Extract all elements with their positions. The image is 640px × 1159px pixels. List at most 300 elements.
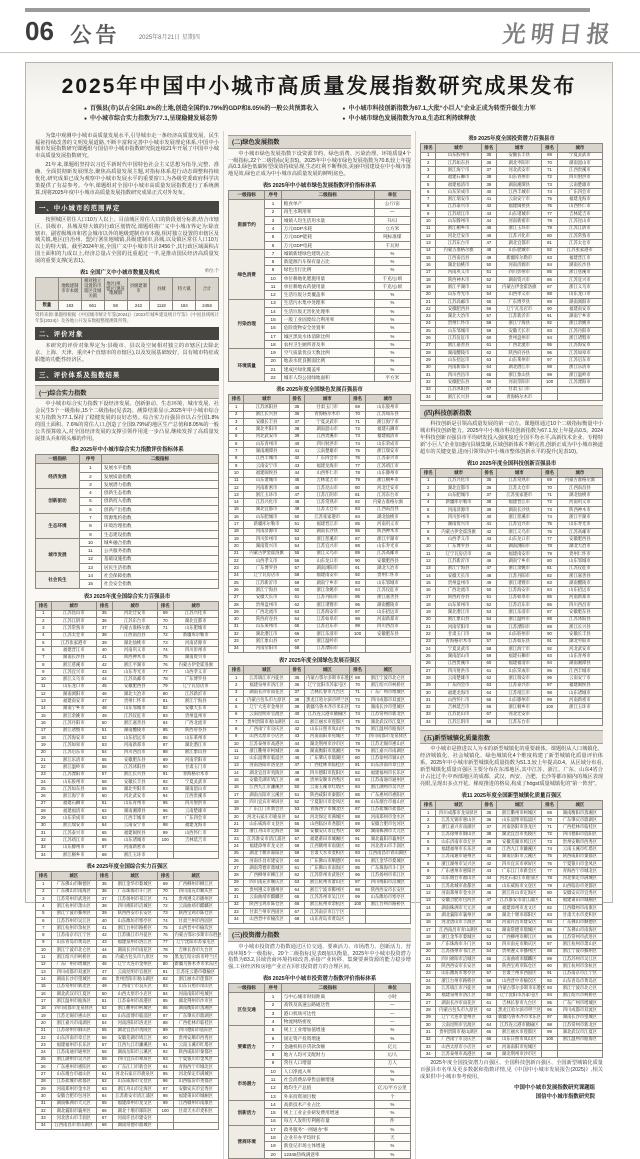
rank-cell: 85 xyxy=(542,594,557,601)
city-cell: 吉林延吉市 xyxy=(557,211,602,218)
signature-institute: 国信中小城市指数研究院 xyxy=(535,1094,595,1101)
rank-cell: 40 xyxy=(96,647,112,654)
indicator-no-cell: 7 xyxy=(265,249,281,257)
table-row xyxy=(229,506,411,513)
city-cell: 浙江宁海县 xyxy=(436,565,481,572)
table-row xyxy=(421,904,603,911)
rank-cell: 20 xyxy=(421,616,436,623)
rank-cell: 65 xyxy=(289,894,304,901)
city-cell: 江苏泰兴市 xyxy=(365,455,410,462)
city-cell: 浙江义乌市 xyxy=(557,284,602,291)
city-cell: 四川成都市双流区 xyxy=(51,969,96,976)
city-cell: 陕西宝鸡市陈仓区 xyxy=(173,910,218,917)
city-cell: 湖北枣阳市 xyxy=(557,638,602,645)
city-cell xyxy=(365,638,410,645)
rank-cell: 22 xyxy=(421,963,436,970)
bullet-icon: ● xyxy=(342,106,346,112)
city-cell: 江西贵溪市 xyxy=(436,660,481,667)
table-row xyxy=(229,623,411,630)
city-cell: 山东青岛市黄岛区 xyxy=(51,939,96,946)
rank-cell: 35 xyxy=(481,477,496,484)
city-cell: 江西丰城市 xyxy=(497,189,542,196)
table-row xyxy=(229,748,411,755)
indicator-no-cell: 19 xyxy=(265,1142,281,1150)
city-cell: 河南许昌市建安区 xyxy=(244,857,289,864)
city-cell: 浙江湖州市吴兴区 xyxy=(365,784,410,791)
city-cell: 江苏徐州市铜山区 xyxy=(436,831,481,838)
city-cell: 江苏江阴市 xyxy=(51,617,96,624)
city-cell: 山东淄博市临淄区 xyxy=(244,755,289,762)
city-cell: 江苏溧阳市 xyxy=(557,379,602,386)
rank-cell: 15 xyxy=(36,713,52,720)
city-cell: 山东诸城市 xyxy=(244,477,289,484)
city-cell: 陕西西安市长安区 xyxy=(436,963,481,970)
rank-cell: 71 xyxy=(542,824,557,831)
city-cell: 福建福州市长乐区 xyxy=(51,1042,96,1049)
indicator-name-cell: 建成区绿化覆盖率 xyxy=(281,365,374,373)
city-cell: 浙江义乌市 xyxy=(305,550,350,557)
indicator-name-cell: 万元GDP电耗 xyxy=(281,241,374,249)
table11-urbanization-top100-districts xyxy=(420,800,603,1059)
indicator-no-cell: 7 xyxy=(79,514,101,522)
city-cell: 湖南衡阳市蒸湘区 xyxy=(557,809,602,816)
city-cell: 湖南长沙市望城区 xyxy=(365,704,410,711)
rank-cell: 1 xyxy=(229,404,244,411)
city-cell: 湖南湘潭县 xyxy=(244,448,289,455)
rank-cell: 13 xyxy=(229,762,244,769)
rank-cell: 94 xyxy=(542,992,557,999)
indicator-name-cell: 社会消费品零售总额增速 xyxy=(281,1076,374,1084)
bullet-icon: ● xyxy=(84,106,88,112)
city-cell: 湖北荆州市沙市区 xyxy=(173,998,218,1005)
table-row xyxy=(229,448,411,455)
city-cell: 宁夏银川市金凤区 xyxy=(305,799,350,806)
indicator-no-cell: 3 xyxy=(265,1009,281,1017)
table-row xyxy=(229,601,411,608)
rank-cell: 12 xyxy=(421,233,436,240)
city-cell: 浙江乐清市 xyxy=(497,609,542,616)
rank-cell: 43 xyxy=(96,669,112,676)
city-cell: 江苏兴化市 xyxy=(173,610,218,617)
rank-cell: 78 xyxy=(542,543,557,550)
rank-cell: 48 xyxy=(289,770,304,777)
rank-cell: 20 xyxy=(421,948,436,955)
table-row xyxy=(229,433,411,440)
city-cell: 浙江衢州市柯城区 xyxy=(497,809,542,816)
rank-cell: 8 xyxy=(421,528,436,535)
indicator-name-cell: 常住人口增量 xyxy=(281,1059,374,1067)
city-cell: 江西南昌市青山湖区 xyxy=(51,1122,96,1129)
rank-cell: 37 xyxy=(481,167,496,174)
city-cell: 内蒙古准格尔旗 xyxy=(112,625,157,632)
city-cell: 吉林长春市九台区 xyxy=(497,999,542,1006)
city-cell: 湖南长沙县 xyxy=(305,528,350,535)
rank-cell: 52 xyxy=(96,734,112,741)
table-row xyxy=(36,617,219,624)
city-cell: 内蒙古鄂尔多斯市东胜区 xyxy=(305,675,350,682)
rank-cell: 90 xyxy=(157,764,173,771)
rank-cell: 35 xyxy=(96,610,112,617)
city-cell: 吉林延吉市 xyxy=(173,837,218,844)
rank-cell: 18 xyxy=(36,1005,52,1012)
rank-cell: 4 xyxy=(229,426,244,433)
city-cell: 江苏如皋市 xyxy=(305,616,350,623)
indicator-unit-cell: % xyxy=(374,1109,410,1117)
table-row xyxy=(229,579,411,586)
city-cell: 江苏南京市江宁区 xyxy=(51,932,96,939)
column-left xyxy=(31,131,223,1159)
city-cell: 河南新郑市 xyxy=(112,742,157,749)
indicator-no-cell: 15 xyxy=(79,580,101,588)
rank-cell: 26 xyxy=(229,587,244,594)
indicator-unit-cell: 件 xyxy=(374,1117,410,1125)
indicator-no-cell: 21 xyxy=(265,365,281,373)
rank-cell: 10 xyxy=(421,543,436,550)
city-cell: 广西桂林市临桂区 xyxy=(305,762,350,769)
rank-cell: 36 xyxy=(96,888,112,895)
city-cell: 江苏丹阳市 xyxy=(51,720,96,727)
rank-cell: 13 xyxy=(36,698,52,705)
city-cell: 山东滕州市 xyxy=(436,218,481,225)
table-row xyxy=(421,1036,603,1043)
city-cell: 安徽肥西县 xyxy=(112,683,157,690)
comprehensive-paragraph: 中小城市综合实力指数下设经济发展、创新驱动、生态环境、城市发展、社会民生5个一级指标,15个二级指标(见表2)。测算结果显示,2025年中小城市综合实力指数为77.1,保持了稳健发展的良好态势。综合实力百强县市以占全国1.8%的国土面积、7.6%的常住人口,创造了全国9.79%的地区生产总值和8.05%的一般公共预算收入,对全国经济发展的支撑引领作用进一步凸显,继续发挥了高质量发展排头兵和领头雁的作用。 xyxy=(35,401,219,442)
city-cell: 安徽长丰县 xyxy=(557,631,602,638)
city-cell: 江西贵溪市 xyxy=(305,433,350,440)
rank-col-header: 排名 xyxy=(36,601,52,610)
rank-cell: 71 xyxy=(157,895,173,902)
rank-cell: 85 xyxy=(350,792,365,799)
city-cell: 湖北枣阳市 xyxy=(497,159,542,166)
table-row xyxy=(229,857,411,864)
city-cell: 湖南醴陵市 xyxy=(365,601,410,608)
city-cell: 江苏扬州市邗江区 xyxy=(112,895,157,902)
count-col-header xyxy=(36,278,59,301)
city-cell: 江苏昆山市 xyxy=(436,711,481,718)
indicator-name-cell: 政务服务“一网通办”率 xyxy=(281,1125,374,1133)
rank-cell: 30 xyxy=(421,689,436,696)
city-cell: 山东诸城市 xyxy=(557,689,602,696)
rank-cell: 77 xyxy=(542,868,557,875)
city-cell: 江苏靖江市 xyxy=(497,689,542,696)
city-cell: 广东惠州市惠阳区 xyxy=(51,1064,96,1071)
table-row xyxy=(229,484,411,491)
rank-cell: 30 xyxy=(421,1021,436,1028)
rank-col-header: 排名 xyxy=(481,800,496,809)
indicator-unit-cell: % xyxy=(374,266,410,274)
city-cell: 贵州安顺市西秀区 xyxy=(305,777,350,784)
rank-cell: 57 xyxy=(481,638,496,645)
indicator-unit-cell: 吨标准煤 xyxy=(374,233,410,241)
table-row xyxy=(36,654,219,661)
rank-cell: 65 xyxy=(96,830,112,837)
city-cell: 河南荥阳市 xyxy=(244,645,289,652)
urbanization-paragraph: 中小城市是推进以人为本的新型城镇化的重要载体。课题组从人口城镇化、经济城镇化、社会城镇化、绿色城镇化4个维度构建了新型城镇化质量评价体系。2025年中小城市新型城镇化质量指数为51.3,较上年提高0.4。从区域分布看,新型城镇化质量百强区主要分布在东部地区,其中江苏、浙江、广东、山东4省合计占比过半;中西部地区的成都、武汉、西安、合肥、长沙等都市圈内的城区表现亮眼,呈现出多点开花、梯度推进的格局,构成了högst质量城镇化的“第一阵营”。 xyxy=(420,746,604,787)
column-right xyxy=(415,131,607,1159)
city-cell: 江苏徐州市铜山区 xyxy=(51,1027,96,1034)
indicator-name-cell: 社会安全指数 xyxy=(101,580,218,588)
city-cell: 青海西宁市城北区 xyxy=(305,806,350,813)
city-cell: 浙江海宁市 xyxy=(51,793,96,800)
city-cell: 江苏东台市 xyxy=(436,240,481,247)
city-cell: 山东莱州市 xyxy=(436,602,481,609)
indicator-no-cell: 15 xyxy=(265,316,281,324)
indicator-name-cell: 单位耕地化肥施用量 xyxy=(281,274,374,282)
table-row xyxy=(421,667,603,674)
city-cell: 四川宜宾市翠屏区 xyxy=(244,799,289,806)
rank-cell: 73 xyxy=(157,910,173,917)
rank-cell: 37 xyxy=(481,824,496,831)
rank-cell: 3 xyxy=(421,492,436,499)
city-cell: 安徽肥西县 xyxy=(436,306,481,313)
city-cell: 江苏启东市 xyxy=(497,602,542,609)
rank-col-header: 排名 xyxy=(289,395,304,404)
city-cell: 吉林长春市九台区 xyxy=(305,689,350,696)
city-cell: 江西南昌县 xyxy=(436,254,481,261)
indicator-no-cell: 13 xyxy=(79,563,101,571)
table-row xyxy=(36,910,219,917)
rank-cell: 7 xyxy=(36,925,52,932)
rank-cell: 69 xyxy=(157,881,173,888)
table-row xyxy=(421,912,603,919)
table-row xyxy=(421,393,603,400)
city-cell: 四川宜宾市翠屏区 xyxy=(497,861,542,868)
rank-cell: 51 xyxy=(96,998,112,1005)
city-cell: 湖南湘潭县 xyxy=(497,181,542,188)
city-cell: 湖南资兴市 xyxy=(244,543,289,550)
rank-col-header: 排名 xyxy=(350,395,365,404)
rank-cell: 16 xyxy=(229,784,244,791)
table-row xyxy=(36,639,219,646)
rank-cell: 96 xyxy=(542,1007,557,1014)
rank-cell: 19 xyxy=(421,284,436,291)
rank-cell: 65 xyxy=(96,1100,112,1107)
city-cell: 广东四会市 xyxy=(557,189,602,196)
rank-cell: 82 xyxy=(157,705,173,712)
indicator-unit-cell: 立方米 xyxy=(374,225,410,233)
city-cell: 四川西昌市 xyxy=(557,602,602,609)
table-row xyxy=(229,550,411,557)
city-cell: 安徽肥东县 xyxy=(112,756,157,763)
table7-green-top100-districts xyxy=(228,665,411,924)
city-cell: 江西贵溪市 xyxy=(557,167,602,174)
rank-cell: 24 xyxy=(421,320,436,327)
rank-cell: 81 xyxy=(542,897,557,904)
city-cell: 四川绵阳市涪城区 xyxy=(365,879,410,886)
rank-cell: 36 xyxy=(481,485,496,492)
rank-cell: 63 xyxy=(96,1086,112,1093)
rank-cell: 88 xyxy=(157,749,173,756)
indicator-name-cell: 发展潜力指数 xyxy=(101,481,218,489)
rank-cell: 72 xyxy=(157,632,173,639)
rank-cell: 83 xyxy=(350,777,365,784)
rank-cell: 92 xyxy=(542,320,557,327)
indicator-name-cell: 危险废物安全处置率 xyxy=(281,324,374,332)
table-row xyxy=(421,992,603,999)
city-cell: 河南济源市 xyxy=(173,639,218,646)
city-cell: 湖南衡阳市蒸湘区 xyxy=(173,1005,218,1012)
table-row xyxy=(229,1026,411,1034)
city-cell: 贵州遵义市播州区 xyxy=(244,887,289,894)
rank-col-header: 城市 xyxy=(51,601,96,610)
city-cell: 四川彭州市 xyxy=(173,647,218,654)
city-cell: 河北武安市 xyxy=(244,433,289,440)
city-cell: 广西南宁市良庆区 xyxy=(436,1036,481,1043)
city-cell: 山东烟台市福山区 xyxy=(365,799,410,806)
city-cell: 福建石狮市 xyxy=(497,653,542,660)
rank-cell: 22 xyxy=(36,1034,52,1041)
rank-cell: 38 xyxy=(96,632,112,639)
city-cell: 山东济南市章丘区 xyxy=(436,839,481,846)
rank-cell: 49 xyxy=(289,506,304,513)
rank-cell: 21 xyxy=(36,756,52,763)
city-cell: 四川彭州市 xyxy=(436,514,481,521)
city-cell: 江苏江阴市 xyxy=(436,719,481,726)
rank-cell: 20 xyxy=(229,543,244,550)
indicator-group-cell: 经济发展 xyxy=(36,464,80,489)
city-cell: 湖南长沙市望城区 xyxy=(51,976,96,983)
city-cell: 河北石家庄市鹿泉区 xyxy=(244,813,289,820)
rank-cell: 66 xyxy=(96,1107,112,1114)
city-cell: 四川西昌市 xyxy=(436,371,481,378)
city-cell: 福建闽侯县 xyxy=(244,470,289,477)
rank-cell: 1 xyxy=(421,809,436,816)
rank-cell: 75 xyxy=(542,196,557,203)
city-cell: 青海格尔木市 xyxy=(173,771,218,778)
city-cell: 贵州仁怀市 xyxy=(436,320,481,327)
city-cell: 浙江宁海县 xyxy=(173,698,218,705)
city-cell: 浙江绍兴市柯桥区 xyxy=(51,954,96,961)
indicator-no-cell: 5 xyxy=(79,497,101,505)
city-cell: 山东济南市章丘区 xyxy=(365,762,410,769)
city-cell: 河北保定市满城区 xyxy=(173,1071,218,1078)
rank-cell: 28 xyxy=(421,1007,436,1014)
table-row xyxy=(421,379,603,386)
rank-cell: 33 xyxy=(36,844,52,851)
city-cell: 广东珠海市斗门区 xyxy=(436,941,481,948)
table-row xyxy=(229,916,411,923)
rank-cell: 9 xyxy=(421,536,436,543)
rank-cell: 96 xyxy=(157,808,173,815)
city-cell: 四川射洪市 xyxy=(557,174,602,181)
rank-cell: 32 xyxy=(229,901,244,908)
city-cell: 山东邹城市 xyxy=(365,579,410,586)
city-cell: 江苏如皋市 xyxy=(51,742,96,749)
city-cell: 湖北荆州市沙市区 xyxy=(305,740,350,747)
rank-col-header: 排名 xyxy=(36,872,52,881)
rank-cell: 93 xyxy=(157,1056,173,1063)
rank-cell: 67 xyxy=(481,1043,496,1050)
rank-col-header: 排名 xyxy=(421,800,436,809)
city-cell: 浙江慈溪市 xyxy=(557,269,602,276)
table9-investment-top100-counties xyxy=(420,143,603,402)
city-cell: 江苏海安市 xyxy=(497,587,542,594)
indicator-name-cell: 高新技术产业占比 xyxy=(281,1100,374,1108)
rank-cell: 84 xyxy=(542,587,557,594)
count-value-cell: 242 xyxy=(127,300,150,310)
rank-cell: 4 xyxy=(421,831,436,838)
rank-cell: 6 xyxy=(421,189,436,196)
city-cell: 湖南常德市鼎城区 xyxy=(497,926,542,933)
city-cell: 贵州盘州市 xyxy=(497,335,542,342)
rank-cell: 73 xyxy=(542,839,557,846)
city-cell: 湖南宁乡市 xyxy=(557,313,602,320)
indicator-name-cell: 创新生态指数 xyxy=(101,489,218,497)
city-cell: 云南安宁市 xyxy=(244,462,289,469)
indicator-name-cell: 绿色出行比例 xyxy=(281,266,374,274)
rank-cell: 95 xyxy=(350,865,365,872)
city-cell: 湖南宁乡市 xyxy=(51,705,96,712)
table-row xyxy=(36,727,219,734)
indicator-name-cell: 规上工业企业研发费用增速 xyxy=(281,1109,374,1117)
rank-cell: 85 xyxy=(542,926,557,933)
indicator-name-cell: 生活垃圾分类覆盖率 xyxy=(281,291,374,299)
city-cell: 河北武安市 xyxy=(497,167,542,174)
city-cell: 河南郑州市金水区 xyxy=(51,1086,96,1093)
table-row xyxy=(229,1100,411,1108)
count-value-cell: 661 xyxy=(81,300,104,310)
rank-cell: 89 xyxy=(542,624,557,631)
rank-cell: 95 xyxy=(157,1071,173,1078)
indicator-unit-cell: — xyxy=(374,208,410,216)
rank-col-header: 城市 xyxy=(497,143,542,152)
indicator-no-cell: 10 xyxy=(79,538,101,546)
rank-cell: 95 xyxy=(542,342,557,349)
rank-cell: 57 xyxy=(96,1042,112,1049)
rank-cell: 26 xyxy=(36,793,52,800)
table-row xyxy=(36,669,219,676)
city-cell: 辽宁沈阳市苏家屯区 xyxy=(305,682,350,689)
count-col-header: 相对独立设置的市辖区及城关镇 xyxy=(81,278,104,301)
rank-cell: 71 xyxy=(542,167,557,174)
city-cell: 陕西府谷县 xyxy=(436,594,481,601)
rank-cell: 69 xyxy=(350,404,365,411)
rank-cell: 97 xyxy=(157,1086,173,1093)
indicator-unit-cell: % xyxy=(374,324,410,332)
rank-cell: 16 xyxy=(421,587,436,594)
city-cell: 四川德阳市旌阳区 xyxy=(557,831,602,838)
table-row xyxy=(229,993,411,1001)
rank-cell: 81 xyxy=(350,762,365,769)
rank-cell: 86 xyxy=(542,602,557,609)
city-cell: 浙江诸暨市 xyxy=(497,580,542,587)
city-cell: 福建南安市 xyxy=(557,306,602,313)
city-cell: 浙江诸暨市 xyxy=(557,335,602,342)
rank-cell: 21 xyxy=(421,956,436,963)
scope-paragraph: 按照城区常住人口10万人以上、目前城区常住人口的阶段划分标准,结合市辖区、县级市、县城及特大镇的行政区划情况,课题组将广义中小城市界定为:除直辖市、副省级城市和省会城市以外的地级建制市市本级,相对独立设置的市辖区及城关镇,地区(自治州、盟)行署驻地城镇,县级建制市,县城,以及镇区常住人口10万以上的特大镇。截至2024年底,全国广义中小城市共计2456个,其行政区域面积占国土面积的九成以上,经济总量占全国的比重超过一半,是推动国民经济高质量发展的重要支撑(见表1)。 xyxy=(35,216,219,265)
rank-cell: 9 xyxy=(229,733,244,740)
page-header xyxy=(25,16,615,50)
rank-cell: 87 xyxy=(157,742,173,749)
rank-cell xyxy=(157,851,173,858)
rank-cell: 77 xyxy=(542,211,557,218)
city-cell: 河北迁安市 xyxy=(112,610,157,617)
city-cell: 河北武安市 xyxy=(557,645,602,652)
indicator-name-cell: 城乡融合指数 xyxy=(101,538,218,546)
city-cell: 浙江绍兴市柯桥区 xyxy=(365,682,410,689)
rank-cell: 20 xyxy=(36,1020,52,1027)
table-row xyxy=(36,1100,219,1107)
city-cell: 山东招远市 xyxy=(436,357,481,364)
city-cell: 浙江平湖市 xyxy=(436,284,481,291)
city-cell: 浙江杭州市萧山区 xyxy=(305,879,350,886)
table-row xyxy=(229,879,411,886)
city-cell: 江西九江市濂溪区 xyxy=(497,846,542,853)
indicator-name-cell: 金融机构存贷款余额 xyxy=(281,1042,374,1050)
city-cell: 湖南岳阳市云溪区 xyxy=(497,853,542,860)
closing-paragraph: 2025年度全国投资潜力百强区、全国科技创新百强区、全国新型城镇化质量百强县市名单及更多数据和指数详情,见《中国中小城市发展报告(2025)》,相关成果供中小城市参考使用。 xyxy=(420,1060,603,1081)
indicator-unit-cell: 元/人 xyxy=(374,1051,410,1059)
